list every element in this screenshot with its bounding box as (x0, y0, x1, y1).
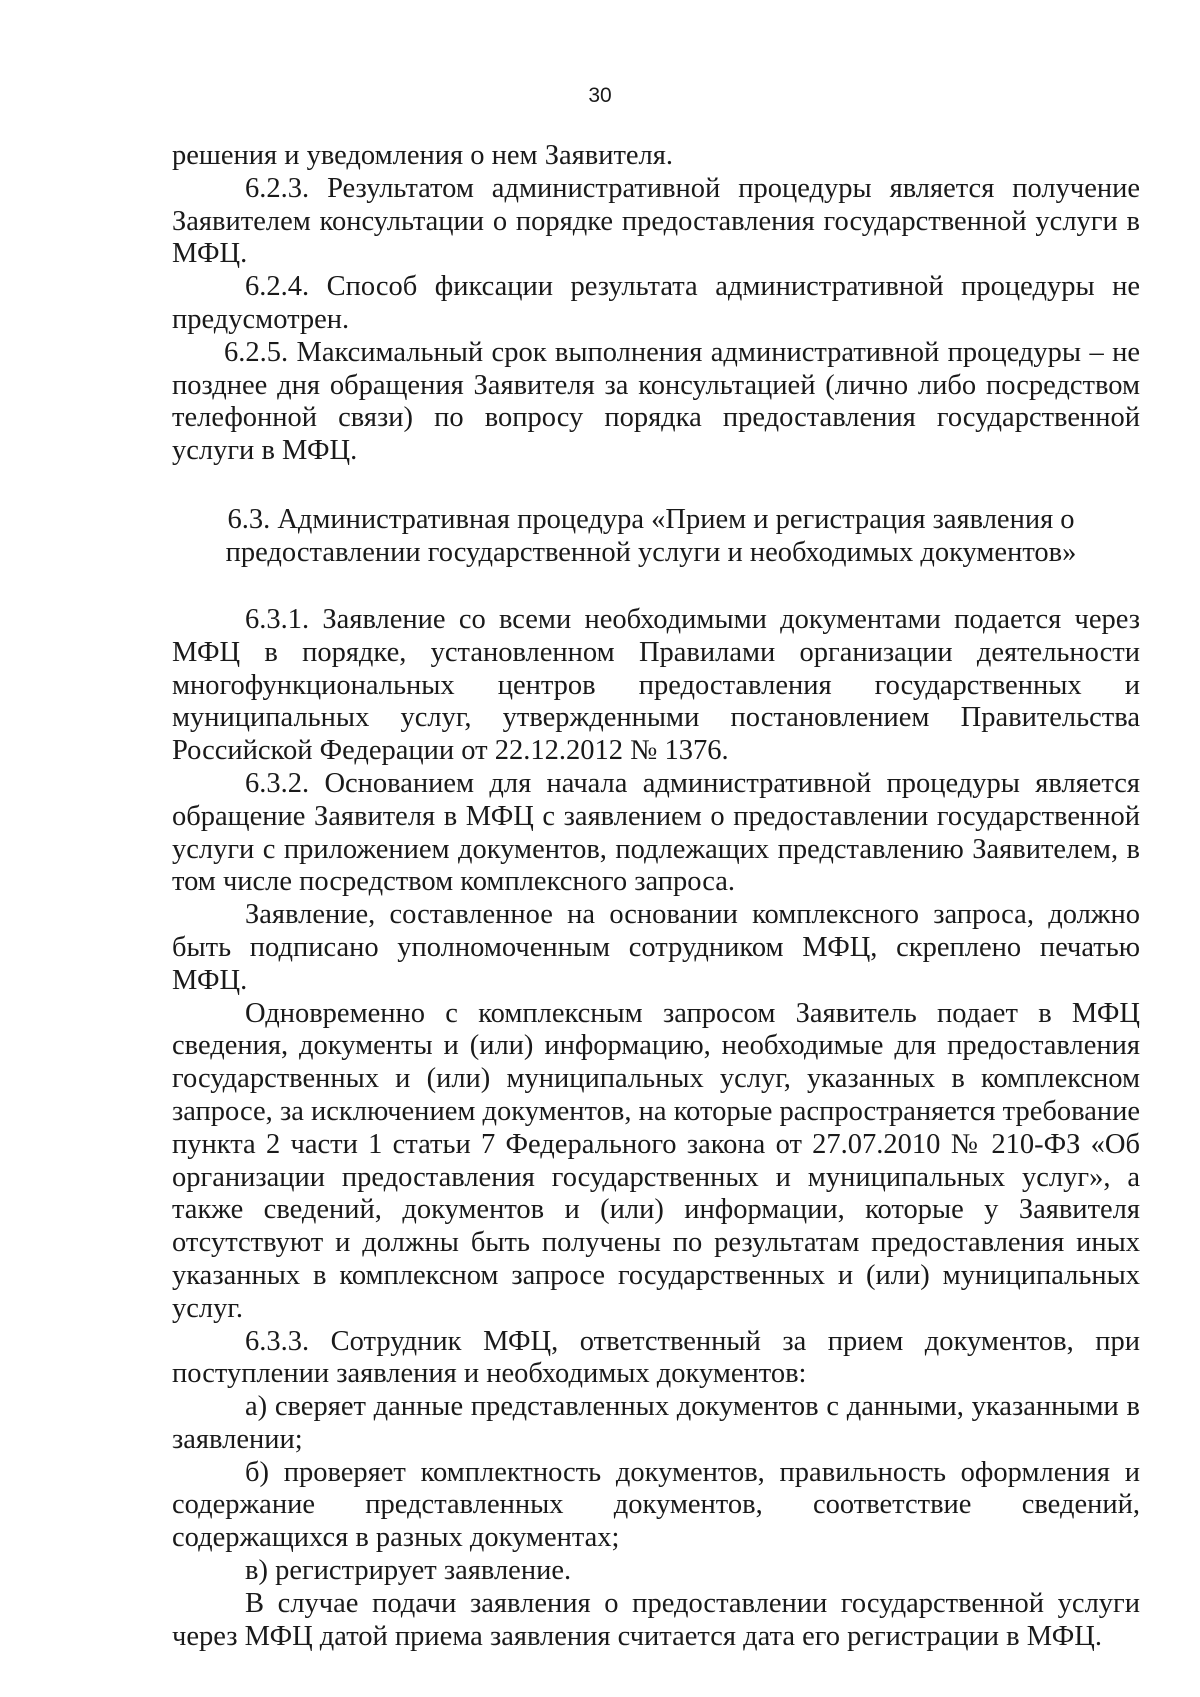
list-item-a: а) сверяет данные представленных документов с данными, указанными в заявлении; (172, 1391, 1140, 1455)
paragraph-6-2-3: 6.2.3. Результатом административной процедуры является получение Заявителем консультации о порядке предоставления государственной услуги в МФЦ. (172, 172, 1140, 270)
paragraph-6-2-4: 6.2.4. Способ фиксации результата административной процедуры не предусмотрен. (172, 271, 1140, 335)
paragraph: решения и уведомления о нем Заявителя. (172, 140, 674, 171)
paragraph-6-3-3: 6.3.3. Сотрудник МФЦ, ответственный за прием документов, при поступлении заявления и необходимых документов: (172, 1325, 1140, 1390)
paragraph-6-2-5: 6.2.5. Максимальный срок выполнения административной процедуры – не позднее дня обращения Заявителя за консультацией (лично либо посредством телефонной связи) по вопросу порядка предоставления государственной услуги в МФЦ. (172, 336, 1140, 467)
document-body (172, 140, 1140, 1653)
paragraph: Заявление, составленное на основании комплексного запроса, должно быть подписано уполномоченным сотрудником МФЦ, скреплено печатью МФЦ. (172, 899, 1140, 996)
paragraph: Одновременно с комплексным запросом Заявитель подает в МФЦ сведения, документы и (или) информацию, необходимые для предоставления государственных и (или) муниципальных услуг, указанных в комплексном запросе, за исключением документов, на которые распространяется требование пункта 2 части 1 статьи 7 Федерального закона от 27.07.2010 № 210-ФЗ «Об организации предоставления государственных и муниципальных услуг», а также сведений, документов и (или) информации, которые у Заявителя отсутствуют и должны быть получены по результатам предоставления иных указанных в комплексном запросе государственных и (или) муниципальных услуг. (172, 997, 1140, 1324)
paragraph-6-3-1: 6.3.1. Заявление со всеми необходимыми документами подается через МФЦ в порядке, установленном Правилами организации деятельности многофункциональных центров предоставления государственных и муниципальных услуг, утвержденными постановлением Правительства Российской Федерации от 22.12.2012 № 1376. (172, 603, 1140, 767)
paragraph-6-3-2: 6.3.2. Основанием для начала административной процедуры является обращение Заявителя в МФЦ с заявлением о предоставлении государственной услуги с приложением документов, подлежащих представлению Заявителем, в том числе посредством комплексного запроса. (172, 767, 1140, 898)
section-heading-6-3: 6.3. Административная процедура «Прием и регистрация заявления о предоставлении государственной услуги и необходимых документов» (225, 503, 1077, 568)
list-item-v: в) регистрирует заявление. (245, 1555, 572, 1587)
paragraph: В случае подачи заявления о предоставлении государственной услуги через МФЦ датой приема заявления считается дата его регистрации в МФЦ. (172, 1587, 1140, 1652)
page-number: 30 (588, 84, 612, 107)
list-item-b: б) проверяет комплектность документов, правильность оформления и содержание представленных документов, соответствие сведений, содержащихся в разных документах; (172, 1456, 1140, 1554)
